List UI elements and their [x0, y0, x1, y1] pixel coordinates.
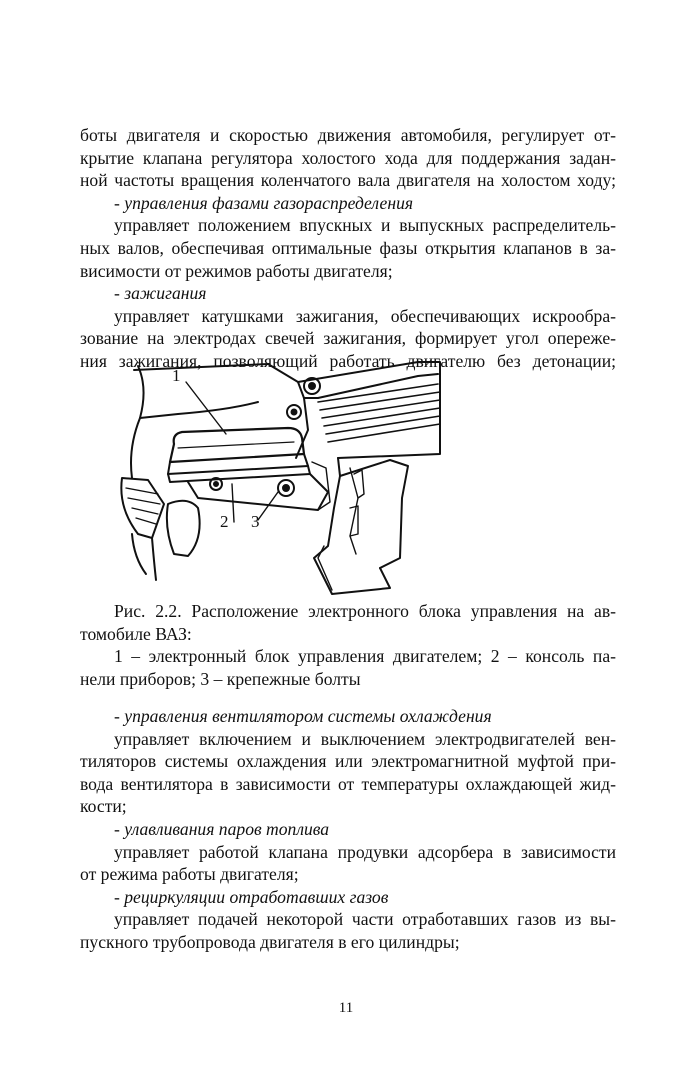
subheading-fan-control: - управления вентилятором системы охлаждения: [114, 706, 492, 726]
leader-2: [232, 484, 234, 522]
subheading-egr: - рециркуляции отработавших газов: [114, 886, 389, 907]
caption-line: томобиле ВАЗ:: [80, 623, 192, 644]
pedal-arm-left: [132, 534, 146, 574]
text-line: управляет включением и выключением электродвигателей вен-: [114, 728, 616, 749]
text-line: управляет работой клапана продувки адсорбера в зависимости: [114, 841, 616, 862]
panel-top: [268, 362, 418, 382]
vent-grille: [318, 384, 440, 442]
text-block-top: [80, 124, 616, 373]
bolt-right: [278, 480, 294, 496]
pedal-left-ribs: [126, 488, 160, 524]
text-line: тиляторов системы охлаждения или электромагнитной муфтой при-: [80, 751, 616, 772]
text-line: ния зажигания, позволяющий работать двигателю без детонации;: [80, 350, 616, 371]
text-line: кости;: [80, 796, 127, 817]
pedal-arm-right: [152, 538, 156, 580]
pedal-left: [121, 478, 164, 538]
text-line: пускного трубопровода двигателя в его цилиндры;: [80, 931, 460, 952]
caption-line: Рис. 2.2. Расположение электронного блока управления на ав-: [114, 601, 616, 621]
text-line: боты двигателя и скоростью движения автомобиля, регулирует от-: [80, 125, 616, 145]
text-line: вода вентилятора в зависимости от температуры охлаждающей жид-: [80, 773, 616, 794]
figure-label-2: 2: [220, 512, 229, 531]
text-line: управляет положением впускных и выпускных распределитель-: [114, 215, 616, 236]
text-line: управляет подачей некоторой части отработавших газов из вы-: [114, 909, 616, 930]
dash-top-line: [134, 364, 268, 370]
text-block-bottom: [80, 705, 616, 954]
text-line: ных валов, обеспечивая оптимальные фазы открытия клапанов в за-: [80, 237, 616, 258]
duct-slot: [350, 468, 358, 554]
text-line: крытие клапана регулятора холостого хода для поддержания задан-: [80, 147, 616, 168]
figure-label-3: 3: [251, 512, 260, 531]
caption-line: нели приборов; 3 – крепежные болты: [80, 668, 361, 689]
text-line: от режима работы двигателя;: [80, 864, 299, 885]
text-line: управляет катушками зажигания, обеспечивающих искрообра-: [114, 305, 616, 326]
text-line: ной частоты вращения коленчатого вала двигателя на холостом ходу;: [80, 170, 616, 191]
subheading-phase-control: - управления фазами газораспределения: [114, 192, 414, 213]
page-number: 11: [338, 1000, 354, 1016]
figure-ecu-location: [118, 358, 560, 596]
text-line: висимости от режимов работы двигателя;: [80, 260, 393, 281]
pedal-right: [167, 501, 200, 556]
duct-slot-a: [354, 470, 364, 498]
dash-left-edge: [131, 366, 144, 478]
leader-1: [186, 382, 226, 434]
ecu-drawing: [118, 358, 560, 596]
subheading-ignition: - зажигания: [114, 283, 207, 304]
figure-label-1: 1: [172, 366, 181, 385]
ecu-box-line: [178, 442, 294, 448]
caption-line: 1 – электронный блок управления двигателем; 2 – консоль па-: [114, 646, 616, 667]
figure-caption: [80, 600, 616, 690]
text-line: зование на электродах свечей зажигания, формирует угол опереже-: [80, 328, 616, 349]
subheading-vapor: - улавливания паров топлива: [114, 818, 330, 839]
dash-contour: [140, 402, 258, 418]
duct-right: [338, 458, 408, 568]
